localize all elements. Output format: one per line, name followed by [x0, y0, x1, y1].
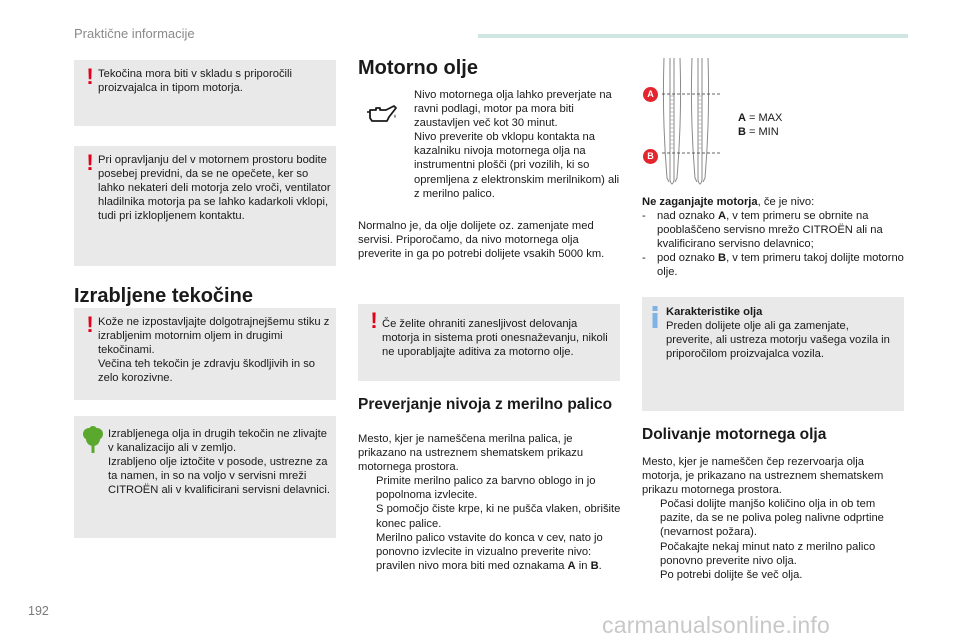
warning-text: Pri opravljanju del v motornem prostoru bodite posebej previdni, da se ne opečete, ker so lahko nekateri deli motorja zelo vroči, ventilator hladilnika motorja pa se lahko kadarkoli vklopi, tudi pri izklopljenem kontaktu.: [98, 154, 331, 223]
info-title: Karakteristike olja: [666, 306, 763, 318]
eco-tree-icon: [82, 426, 104, 454]
do-not-start-heading: Ne zaganjajte motorja, če je nivo:: [642, 196, 815, 208]
legend-max: A = MAX: [738, 112, 783, 124]
list-item: - pod oznako B, v tem primeru takoj dolijte motorno olje.: [642, 252, 904, 279]
dipstick-legend: [738, 111, 782, 139]
dipstick-check-list: [358, 432, 622, 573]
top-up-intro: Mesto, kjer je nameščen čep rezervoarja olja motorja, je prikazano na ustreznem shematskem prikazu motornega prostora.: [642, 456, 884, 497]
page-number: 192: [28, 604, 49, 618]
top-up-list: [642, 455, 906, 582]
list-item: Merilno palico vstavite do konca v cev, nato jo ponovno izvlecite in vizualno preverite nivo: pravilen nivo mora biti med oznakama A in B.: [376, 531, 603, 572]
dipstick-marker-a-badge: A: [643, 87, 658, 102]
warning-exclamation-icon: !: [370, 308, 378, 333]
warning-text: Kože ne izpostavljajte dolgotrajnejšemu stiku z izrabljenim motornim oljem in drugimi tekočinami. Večina teh tekočin je zdravju škodljivih in so zelo korozivne.: [98, 316, 330, 385]
warning-exclamation-icon: !: [86, 64, 94, 89]
do-not-start-block: [642, 195, 906, 280]
dipstick-check-intro: Mesto, kjer je nameščena merilna palica, je prikazano na ustreznem shematskem prikazu motornega prostora.: [358, 433, 584, 474]
list-item: S pomočjo čiste krpe, ki ne pušča vlaken, obrišite konec palice.: [376, 503, 621, 530]
warning-box-skin-contact: [74, 308, 336, 400]
section-title-engine-oil: Motorno olje: [358, 57, 478, 79]
info-text: Preden dolijete olje ali ga zamenjate, preverite, ali ustreza motorju vašega vozila in priporočilom proizvajalca vozila.: [666, 320, 890, 361]
oil-intro-text: Nivo motornega olja lahko preverjate na ravni podlagi, motor pa mora biti zaustavljen več kot 30 minut. Nivo preverite ob vklopu kontakta na kazalniku nivoja motornega olja na instrumentni plošči (pri vozilih, ki so opremljena z elektronskim merilnikom) ali z merilno palico.: [414, 89, 620, 200]
legend-min: B = MIN: [738, 126, 779, 138]
eco-note-box: [74, 416, 336, 538]
header-accent-bar: [478, 34, 908, 38]
warning-text: Tekočina mora biti v skladu s priporočili proizvajalca in tipom motorja.: [98, 68, 292, 95]
warning-box-additives: [358, 304, 620, 381]
dipstick-illustration: [662, 58, 722, 188]
page-header-title: Praktične informacije: [74, 26, 195, 41]
warning-exclamation-icon: !: [86, 312, 94, 337]
oil-normal-text: Normalno je, da olje dolijete oz. zamenjate med servisi. Priporočamo, da nivo motornega olja preverite in ga po potrebi dolijete vsakih 5000 km.: [358, 220, 605, 261]
info-icon: [650, 306, 660, 328]
list-item: Po potrebi dolijte še več olja.: [660, 568, 803, 581]
section-title-top-up: Dolivanje motornega olja: [642, 426, 827, 443]
info-box-oil-specs: [642, 297, 904, 411]
section-title-dipstick-check: Preverjanje nivoja z merilno palico: [358, 396, 613, 413]
list-item: Primite merilno palico za barvno oblogo in jo popolnoma izvlecite.: [376, 475, 596, 502]
watermark: carmanualsonline.info: [602, 612, 830, 638]
dipstick-marker-b-badge: B: [643, 149, 658, 164]
warning-box-engine-bay: [74, 146, 336, 266]
eco-note-text: Izrabljenega olja in drugih tekočin ne zlivajte v kanalizacijo ali v zemljo. Izrabljeno olje iztočite v posode, ustrezne za ta namen, in so na voljo v servisni mreži CITROËN ali v kvalificirani servisni delavnici.: [108, 428, 330, 497]
section-title-used-fluids: Izrabljene tekočine: [74, 285, 253, 307]
list-item: Počasi dolijte manjšo količino olja in ob tem pazite, da se ne poliva poleg nalivne odprtine (nevarnost požara).: [660, 498, 884, 539]
warning-box-fluid-spec: [74, 60, 336, 126]
list-item: Počakajte nekaj minut nato z merilno palico ponovno preverite nivo olja.: [660, 540, 876, 567]
warning-exclamation-icon: !: [86, 150, 94, 175]
list-item: - nad oznako A, v tem primeru se obrnite na pooblaščeno servisno mrežo CITROËN ali na kvalificirano servisno delavnico;: [642, 210, 883, 251]
warning-text: Če želite ohraniti zanesljivost delovanja motorja in sistema proti onesnaževanju, nikoli ne uporabljajte aditiva za motorno olje.: [382, 318, 608, 359]
oil-can-icon: [366, 104, 398, 126]
